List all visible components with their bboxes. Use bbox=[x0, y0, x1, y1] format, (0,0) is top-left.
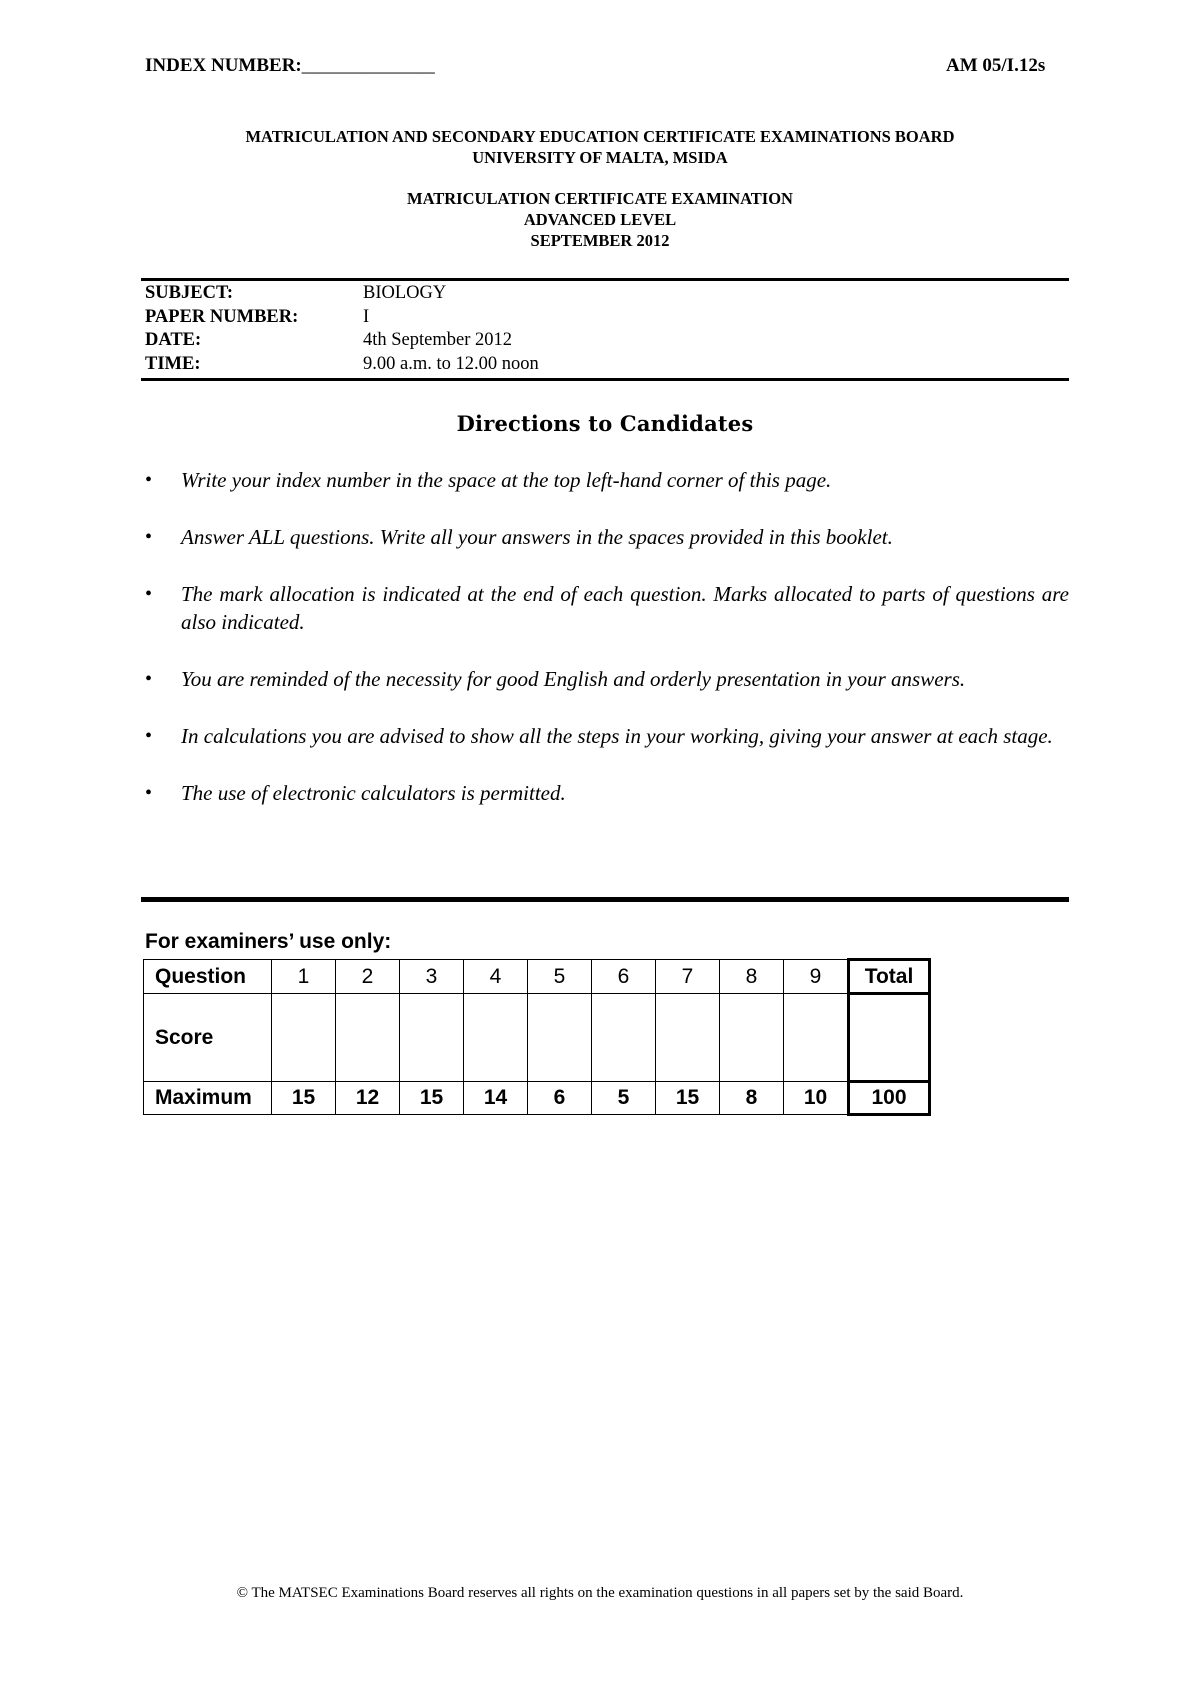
list-item bbox=[145, 665, 1069, 693]
question-number: 7 bbox=[656, 960, 720, 994]
score-cell[interactable] bbox=[272, 994, 336, 1082]
question-number: 8 bbox=[720, 960, 784, 994]
index-number-blank[interactable]: ______________ bbox=[301, 55, 435, 76]
maximum-mark: 6 bbox=[528, 1082, 592, 1115]
maximum-mark: 15 bbox=[272, 1082, 336, 1115]
time-value: 9.00 a.m. to 12.00 noon bbox=[363, 353, 539, 374]
maximum-mark: 15 bbox=[400, 1082, 464, 1115]
examiners-label: For examiners’ use only: bbox=[145, 930, 392, 953]
question-number: 6 bbox=[592, 960, 656, 994]
direction-text: You are reminded of the necessity for good English and orderly presentation in your answers. bbox=[181, 667, 966, 691]
list-item bbox=[145, 523, 1069, 551]
total-maximum: 100 bbox=[849, 1082, 930, 1115]
paper-code: AM 05/I.12s bbox=[946, 55, 1046, 76]
index-number-label: INDEX NUMBER: bbox=[145, 55, 302, 76]
paper-details bbox=[145, 282, 539, 376]
score-cell[interactable] bbox=[592, 994, 656, 1082]
directions-list bbox=[145, 466, 1069, 836]
bullet-icon: • bbox=[145, 725, 153, 747]
paper-number-key: PAPER NUMBER: bbox=[145, 306, 299, 327]
bullet-icon: • bbox=[145, 782, 153, 804]
maximum-mark: 5 bbox=[592, 1082, 656, 1115]
index-number-field bbox=[145, 55, 435, 77]
question-label: Question bbox=[144, 960, 272, 994]
question-number: 4 bbox=[464, 960, 528, 994]
date-value: 4th September 2012 bbox=[363, 330, 513, 350]
subject-value: BIOLOGY bbox=[363, 283, 447, 303]
table-row bbox=[144, 960, 930, 994]
direction-text: Write your index number in the space at the top left-hand corner of this page. bbox=[181, 468, 832, 492]
bullet-icon: • bbox=[145, 469, 153, 491]
maximum-mark: 10 bbox=[784, 1082, 849, 1115]
exam-title: MATRICULATION CERTIFICATE EXAMINATION bbox=[407, 189, 793, 208]
exam-level: ADVANCED LEVEL bbox=[523, 210, 677, 229]
direction-text: In calculations you are advised to show all the steps in your working, giving your answer at each stage. bbox=[181, 724, 1053, 748]
maximum-label: Maximum bbox=[144, 1082, 272, 1115]
list-item bbox=[145, 779, 1069, 807]
table-row bbox=[144, 1082, 930, 1115]
list-item bbox=[145, 466, 1069, 494]
subject-key: SUBJECT: bbox=[145, 283, 234, 303]
paper-number-row bbox=[145, 306, 539, 330]
directions-title: Directions to Candidates bbox=[456, 411, 754, 436]
date-row bbox=[145, 329, 539, 353]
question-number: 5 bbox=[528, 960, 592, 994]
list-item bbox=[145, 722, 1069, 750]
score-cell[interactable] bbox=[720, 994, 784, 1082]
board-name: MATRICULATION AND SECONDARY EDUCATION CERTIFICATE EXAMINATIONS BOARD bbox=[245, 127, 955, 146]
direction-text: Answer ALL questions. Write all your answers in the spaces provided in this booklet. bbox=[181, 525, 893, 549]
score-label: Score bbox=[144, 994, 272, 1082]
subject-row bbox=[145, 282, 539, 306]
marks-table bbox=[143, 958, 931, 1116]
university-name: UNIVERSITY OF MALTA, MSIDA bbox=[472, 148, 728, 167]
total-score-cell[interactable] bbox=[849, 994, 930, 1082]
date-key: DATE: bbox=[145, 330, 202, 350]
direction-text: The use of electronic calculators is permitted. bbox=[181, 781, 566, 805]
bullet-icon: • bbox=[145, 526, 153, 548]
score-cell[interactable] bbox=[464, 994, 528, 1082]
directions-bottom-rule bbox=[141, 897, 1069, 902]
exam-session: SEPTEMBER 2012 bbox=[530, 231, 670, 250]
score-cell[interactable] bbox=[400, 994, 464, 1082]
copyright-footer: © The MATSEC Examinations Board reserves all rights on the examination questions in all papers set by the said Board. bbox=[236, 1585, 964, 1601]
bullet-icon: • bbox=[145, 583, 153, 605]
paper-number-value: I bbox=[363, 306, 370, 327]
maximum-mark: 14 bbox=[464, 1082, 528, 1115]
score-cell[interactable] bbox=[336, 994, 400, 1082]
score-cell[interactable] bbox=[784, 994, 849, 1082]
maximum-mark: 15 bbox=[656, 1082, 720, 1115]
exam-heading bbox=[0, 188, 1200, 251]
time-row bbox=[145, 353, 539, 377]
question-number: 1 bbox=[272, 960, 336, 994]
total-label: Total bbox=[849, 960, 930, 994]
direction-text: The mark allocation is indicated at the end of each question. Marks allocated to parts of questions are also indicated. bbox=[181, 582, 1069, 634]
question-number: 9 bbox=[784, 960, 849, 994]
question-number: 3 bbox=[400, 960, 464, 994]
list-item bbox=[145, 580, 1069, 636]
meta-bottom-rule bbox=[141, 378, 1069, 381]
bullet-icon: • bbox=[145, 668, 153, 690]
maximum-mark: 12 bbox=[336, 1082, 400, 1115]
time-key: TIME: bbox=[145, 353, 201, 374]
maximum-mark: 8 bbox=[720, 1082, 784, 1115]
meta-top-rule bbox=[141, 278, 1069, 281]
score-cell[interactable] bbox=[528, 994, 592, 1082]
table-row bbox=[144, 994, 930, 1082]
question-number: 2 bbox=[336, 960, 400, 994]
board-heading bbox=[0, 126, 1200, 168]
score-cell[interactable] bbox=[656, 994, 720, 1082]
